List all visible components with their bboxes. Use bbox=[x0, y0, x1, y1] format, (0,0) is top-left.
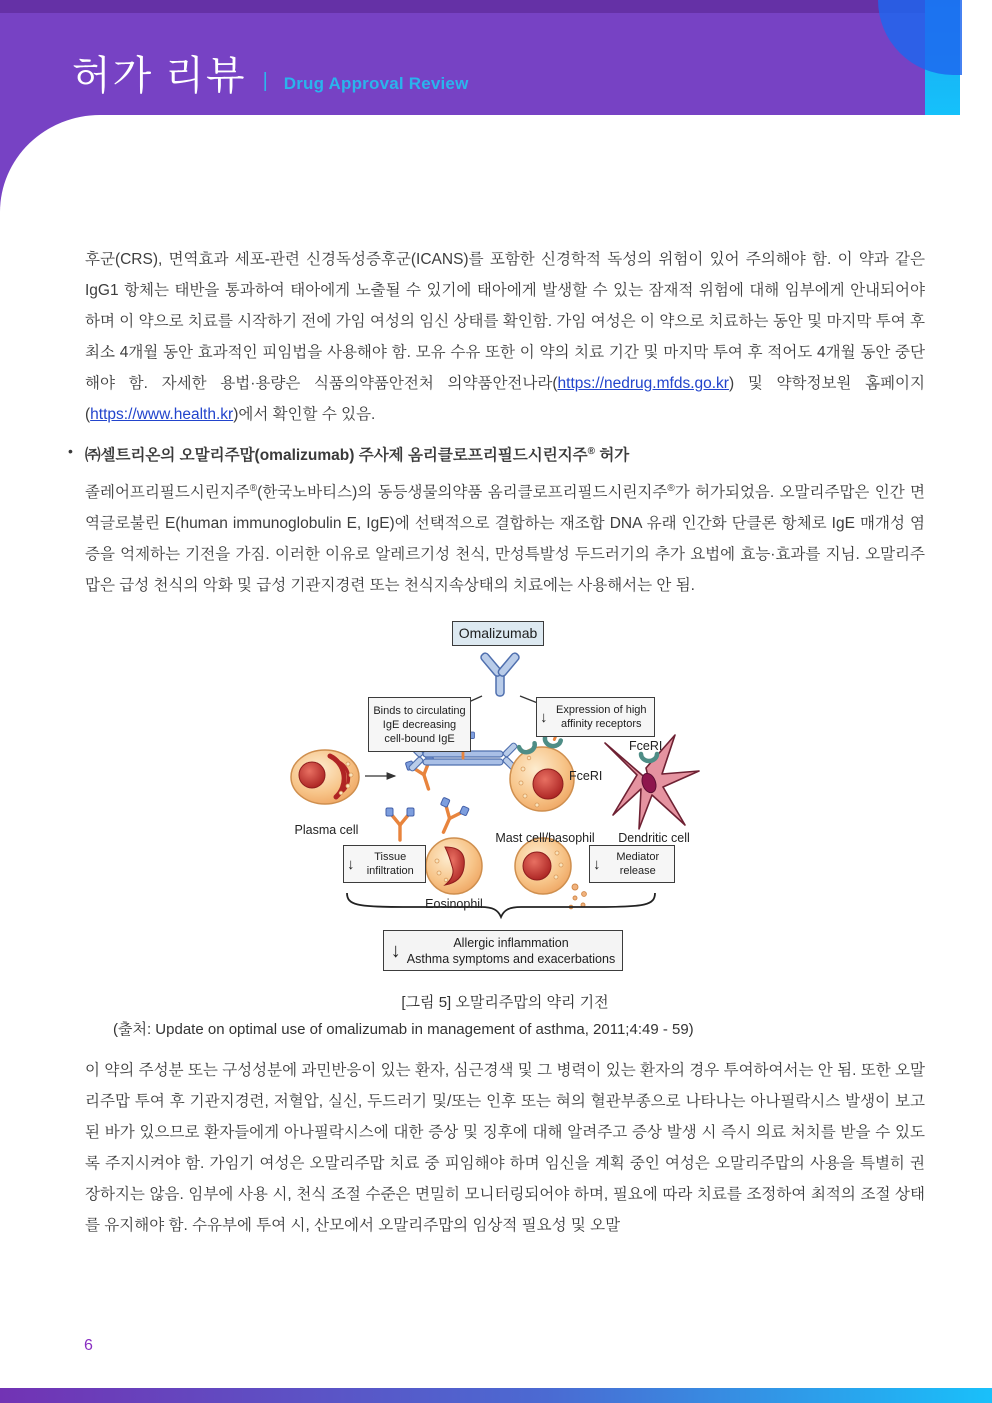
figure-allergic-inflammation-box bbox=[383, 930, 623, 971]
eosinophil-icon bbox=[426, 838, 482, 894]
figure-binds-ige-box: Binds to circulating IgE decreasing cell-bound IgE bbox=[368, 697, 471, 752]
down-arrow-icon: ↓ bbox=[390, 939, 401, 962]
content-area bbox=[68, 244, 926, 1241]
header-top-strip bbox=[0, 0, 925, 13]
figure-title-box: Omalizumab bbox=[452, 621, 544, 646]
figure-tissue-infiltration-box bbox=[343, 845, 426, 883]
header-title-row bbox=[72, 44, 469, 101]
bullet-icon: • bbox=[68, 443, 73, 459]
registered-mark: ® bbox=[667, 483, 675, 495]
label-fceri-mast: FceRI bbox=[569, 769, 603, 784]
paragraph-crs-warning bbox=[85, 244, 925, 430]
heading-text: ㈜셀트리온의 오말리주맙(omalizumab) 주사제 옴리클로프리필드시린지주 bbox=[85, 447, 588, 465]
fceri-receptor-icon bbox=[544, 738, 561, 748]
curly-brace bbox=[347, 893, 655, 917]
heading-text: 허가 bbox=[595, 447, 630, 465]
label-mast-cell: Mast cell/basophil bbox=[495, 831, 595, 846]
footer-gradient-bar bbox=[0, 1388, 992, 1403]
title-divider: | bbox=[262, 70, 268, 92]
page-subtitle: Drug Approval Review bbox=[283, 74, 469, 93]
down-arrow-icon: ↓ bbox=[593, 855, 601, 873]
box-text: Expression of high affinity receptors bbox=[556, 704, 647, 731]
paragraph-text: 가 허가되었음. 오말리주맙은 인간 면역글로불린 E(human immunoglobulin E, IgE)에 선택적으로 결합하는 재조합 DNA 유래 인간화 단클론 항체로 IgE 매개성 염증을 억제하는 기전을 가짐. 이러한 이유로 알레르기성 천식, 만성특발성 두드러기의 추가 요법에 효능·효과를 지님. 오말리주맙은 급성 천식의 악화 및 급성 기관지경련 또는 천식지속상태의 치료에는 사용해서는 안 됨. bbox=[85, 484, 925, 595]
box-text: Mediator release bbox=[616, 851, 660, 878]
plasma-cell-icon bbox=[291, 750, 359, 804]
figure-omalizumab-mechanism bbox=[285, 617, 715, 979]
paragraph-omalizumab-approval bbox=[85, 473, 925, 601]
link-health-kr[interactable]: https://www.health.kr bbox=[90, 406, 234, 423]
registered-mark: ® bbox=[249, 483, 258, 495]
box-text: Allergic inflammation Asthma symptoms and exacerbations bbox=[406, 935, 616, 966]
label-fceri-dendritic: FceRI bbox=[629, 739, 663, 754]
box-text: Tissue infiltration bbox=[366, 851, 414, 878]
mechanism-diagram bbox=[285, 617, 715, 979]
page-header bbox=[0, 0, 992, 212]
header-white-curve bbox=[0, 115, 992, 212]
paragraph-text: )에서 확인할 수 있음. bbox=[233, 406, 376, 423]
ige-antibody-icon bbox=[431, 798, 470, 839]
figure-source: (출처: Update on optimal use of omalizumab in management of asthma, 2011;4:49 - 59) bbox=[113, 1021, 694, 1039]
label-dendritic-cell: Dendritic cell bbox=[618, 831, 690, 846]
paragraph-contraindications: 이 약의 주성분 또는 구성성분에 과민반응이 있는 환자, 심근경색 및 그 병력이 있는 환자의 경우 투여하여서는 안 됨. 또한 오말리주맙 투여 후 기관지경련, 저혈압, 실신, 두드러기 및/또는 인후 또는 혀의 혈관부종으로 나타나는 아나필락시스 발생이 보고된 바가 있으므로 환자들에게 아나필락시스에 대한 증상 및 징후에 대해 알려주고 증상 발생 시 즉시 의료 처치를 받을 수 있도록 주지시켜야 함. 가임기 여성은 오말리주맙 치료 중 피임해야 하며 임신을 계획 중인 여성은 오말리주맙의 사용을 특별히 권장하지는 않음. 임부에 사용 시, 천식 조절 수준은 면밀히 모니터링되어야 하며, 필요에 따라 치료를 조정하여 최적의 조절 상태를 유지해야 함. 수유부에 투여 시, 산모에서 오말리주맙의 임상적 필요성 및 오말 bbox=[85, 1062, 926, 1235]
label-plasma-cell: Plasma cell bbox=[294, 823, 359, 838]
down-arrow-icon: ↓ bbox=[540, 708, 548, 726]
registered-mark: ® bbox=[587, 446, 596, 457]
ige-antibody-icon bbox=[386, 808, 414, 840]
paragraph-text: 졸레어프리필드시린지주 bbox=[85, 484, 250, 502]
page-number: 6 bbox=[84, 1337, 93, 1354]
down-arrow-icon: ↓ bbox=[347, 855, 355, 873]
paragraph-text: 후군(CRS), 면역효과 세포-관련 신경독성증후군(ICANS)를 포함한 신경학적 독성의 위험이 있어 주의해야 함. 이 약과 같은 IgG1 항체는 태반을 통과하여 태아에게 노출될 수 있기에 태아에게 발생할 수 있는 잠재적 위험에 대해 임부에게 안내되어야 하며 이 약으로 치료를 시작하기 전에 가임 여성의 임신 상태를 확인함. 가임 여성은 이 약으로 치료하는 동안 및 마지막 투여 후 최소 4개월 동안 효과적인 피임법을 사용해야 함. 모유 수유 또한 이 약의 치료 기간 및 마지막 투여 후 적어도 4개월 동안 중단해야 함. 자세한 용법·용량은 식품의약품안전처 의약품안전나라( bbox=[85, 251, 925, 392]
figure-caption: [그림 5] 오말리주맙의 약리 기전 bbox=[401, 994, 609, 1012]
paragraph-text: (한국노바티스)의 동등생물의약품 옴리클로프리필드시린지주 bbox=[257, 484, 668, 502]
bullet-heading-omalizumab bbox=[68, 436, 925, 471]
paragraph-text: ) 및 약학정보원 홈페이지 ( bbox=[85, 375, 926, 423]
page-title: 허가 리뷰 bbox=[72, 53, 247, 98]
label-eosinophil: Eosinophil bbox=[425, 897, 483, 912]
omalizumab-antibody-icon bbox=[480, 652, 521, 696]
link-nedrug[interactable]: https://nedrug.mfds.go.kr bbox=[557, 375, 729, 392]
